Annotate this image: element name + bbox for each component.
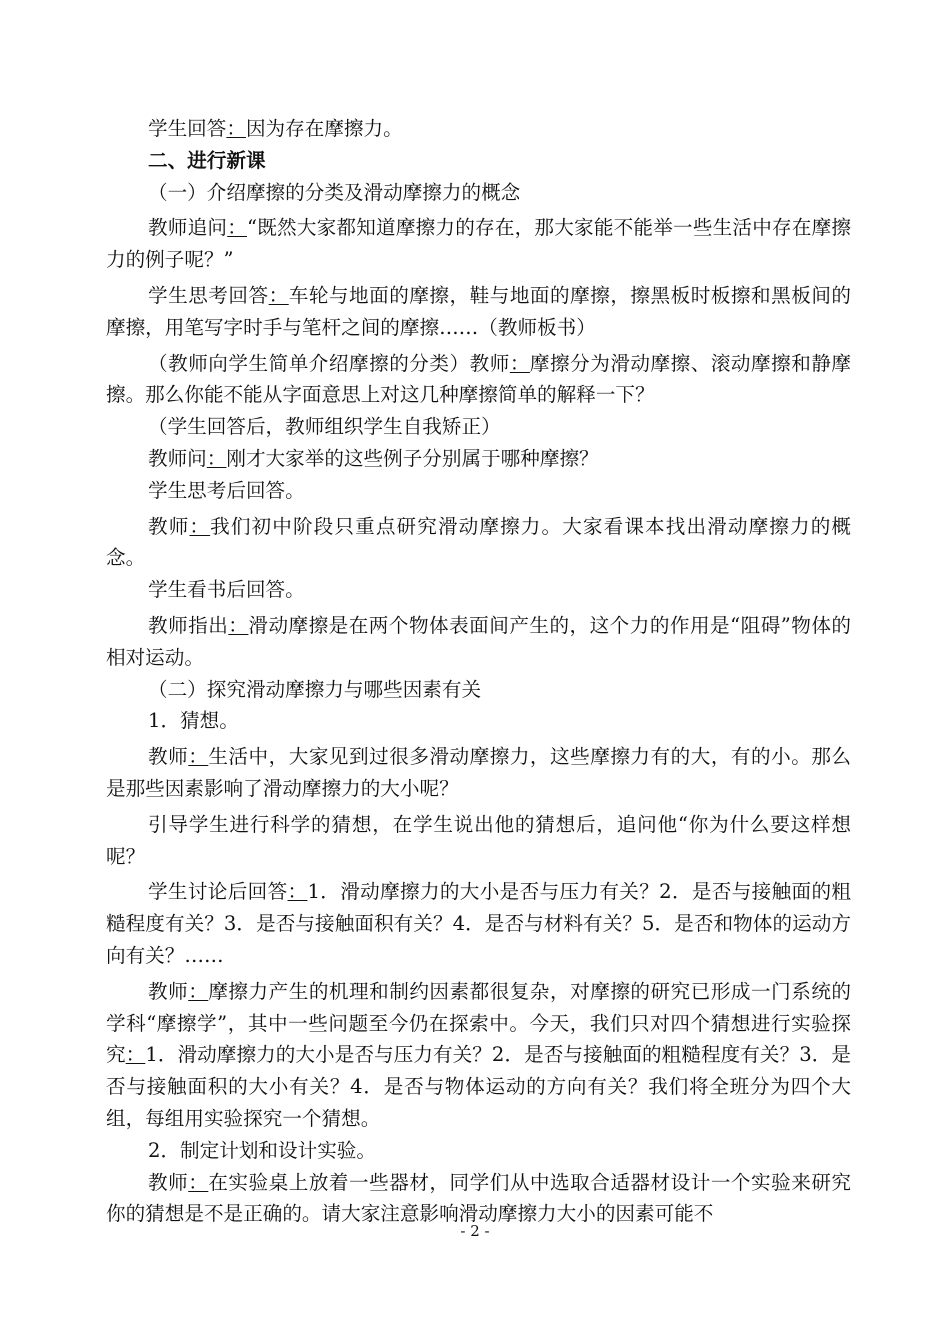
- paragraph: [106, 976, 851, 1135]
- text-run: 二、进行新课: [148, 148, 266, 172]
- paragraph: [106, 809, 851, 873]
- document-body: [106, 113, 851, 1230]
- text-run: 学生思考回答: [148, 283, 269, 307]
- text-run: 摩擦力产生的机理和制约因素都很复杂，对摩擦的研究已形成一门系统的学科“摩擦学”，其中一些问题至今仍在探索中。今天，我们只对四个猜想进行实验探究: [106, 979, 852, 1067]
- paragraph: [106, 177, 851, 209]
- underlined-colon: ：: [228, 613, 249, 637]
- underlined-colon: ：: [188, 979, 209, 1003]
- paragraph: [106, 280, 851, 344]
- text-run: 学生看书后回答。: [148, 578, 305, 602]
- text-run: 学生讨论后回答: [148, 880, 288, 904]
- text-run: 引导学生进行科学的猜想，在学生说出他的猜想后，追问他“你为什么要这样想呢？: [106, 812, 851, 868]
- text-run: 教师指出: [148, 613, 229, 637]
- paragraph: [106, 574, 851, 606]
- text-run: 1．猜想。: [148, 709, 239, 733]
- underlined-colon: ：: [125, 1043, 146, 1067]
- text-run: 1．滑动摩擦力的大小是否与压力有关？2．是否与接触面的粗糙程度有关？3．是否与接触面积有关？4．是否与材料有关？5．是否和物体的运动方向有关？……: [106, 880, 851, 967]
- text-run: 滑动摩擦是在两个物体表面间产生的，这个力的作用是“阻碍”物体的相对运动。: [106, 613, 851, 669]
- text-run: 在实验桌上放着一些器材，同学们从中选取合适器材设计一个实验来研究你的猜想是不是正确的。请大家注意影响滑动摩擦力大小的因素可能不: [106, 1170, 852, 1226]
- paragraph: [106, 443, 851, 475]
- text-run: （教师向学生简单介绍摩擦的分类）教师: [148, 351, 510, 375]
- underlined-colon: ：: [188, 1170, 209, 1194]
- paragraph: [106, 212, 851, 276]
- page-number: - 2 -: [460, 1222, 490, 1240]
- text-run: “既然大家都知道摩擦力的存在，那大家能不能举一些生活中存在摩擦力的例子呢？”: [106, 216, 852, 272]
- paragraph: [106, 610, 851, 674]
- text-run: 学生思考后回答。: [148, 478, 305, 502]
- text-run: 我们初中阶段只重点研究滑动摩擦力。大家看课本找出滑动摩擦力的概念。: [106, 514, 852, 570]
- underlined-colon: ：: [287, 880, 308, 904]
- underlined-colon: ：: [227, 216, 248, 240]
- text-run: 因为存在摩擦力。: [245, 117, 403, 140]
- text-run: 教师: [148, 1170, 189, 1194]
- paragraph: [106, 741, 851, 805]
- underlined-colon: ：: [268, 283, 289, 307]
- paragraph: [106, 475, 851, 507]
- paragraph: [106, 1135, 851, 1167]
- underlined-colon: ：: [189, 514, 211, 538]
- paragraph: [106, 876, 851, 971]
- text-run: 车轮与地面的摩擦，鞋与地面的摩擦，擦黑板时板擦和黑板间的摩擦，用笔写字时手与笔杆之间的摩擦……（教师板书）: [106, 283, 852, 339]
- paragraph: [106, 705, 851, 737]
- text-run: 1．滑动摩擦力的大小是否与压力有关？2．是否与接触面的粗糙程度有关？3．是否与接触面积的大小有关？4．是否与物体运动的方向有关？我们将全班分为四个大组，每组用实验探究一个猜想。: [106, 1043, 851, 1130]
- paragraph: [106, 1167, 851, 1231]
- text-run: 摩擦分为滑动摩擦、滚动摩擦和静摩擦。那么你能不能从字面意思上对这几种摩擦简单的解释一下？: [106, 351, 852, 407]
- underlined-colon: ：: [188, 745, 209, 769]
- underlined-colon: ：: [226, 117, 246, 140]
- text-run: 教师: [148, 514, 190, 538]
- paragraph: [106, 113, 851, 145]
- text-run: 教师追问: [148, 216, 228, 240]
- text-run: 教师: [148, 979, 189, 1003]
- paragraph: [106, 411, 851, 443]
- paragraph: [106, 511, 851, 575]
- text-run: （二）探究滑动摩擦力与哪些因素有关: [148, 677, 482, 701]
- text-run: 学生回答: [148, 117, 227, 140]
- text-run: 刚才大家举的这些例子分别属于哪种摩擦？: [226, 446, 599, 470]
- section-heading: [106, 145, 851, 177]
- text-run: 教师: [148, 745, 189, 769]
- underlined-colon: ：: [509, 351, 530, 375]
- text-run: （一）介绍摩擦的分类及滑动摩擦力的概念: [148, 180, 521, 204]
- text-run: 教师问: [148, 446, 207, 470]
- text-run: （学生回答后，教师组织学生自我矫正）: [148, 415, 501, 439]
- text-run: 生活中，大家见到过很多滑动摩擦力，这些摩擦力有的大，有的小。那么是那些因素影响了滑动摩擦力的大小呢？: [106, 745, 852, 800]
- paragraph: [106, 348, 851, 412]
- text-run: 2．制定计划和设计实验。: [148, 1138, 376, 1162]
- paragraph: [106, 674, 851, 706]
- underlined-colon: ：: [206, 446, 227, 470]
